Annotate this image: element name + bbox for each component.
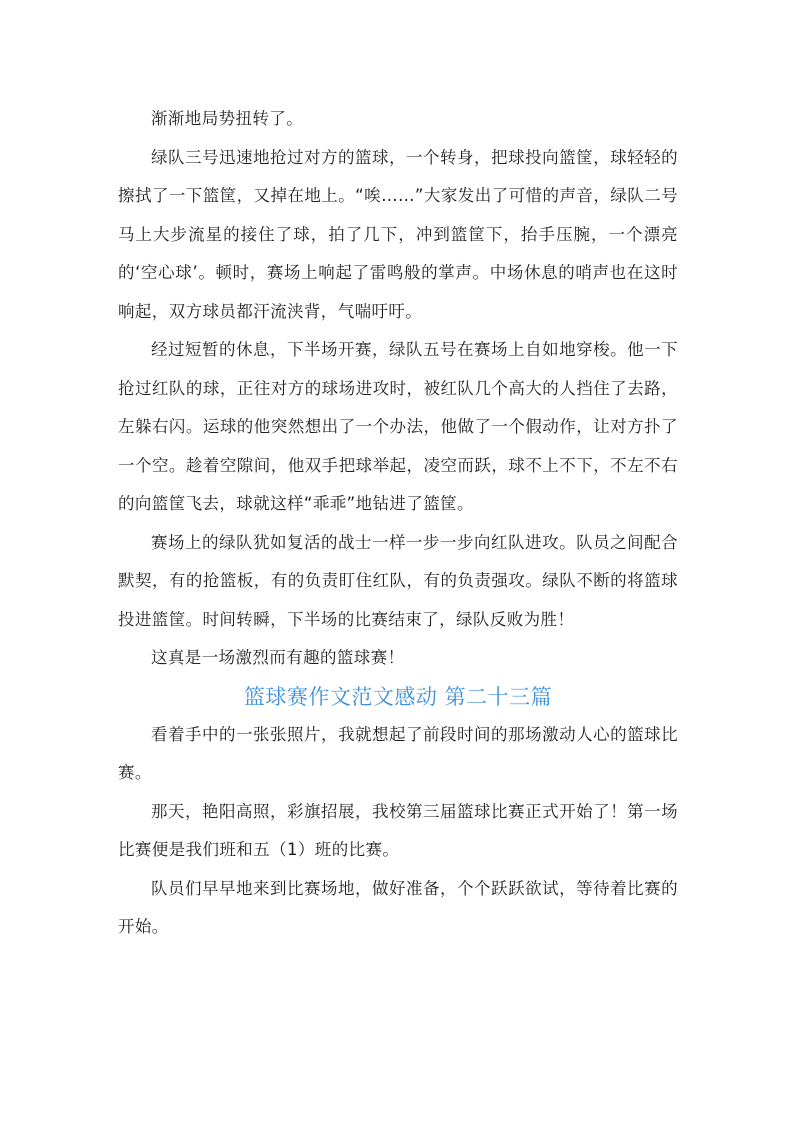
paragraph: 看着手中的一张张照片，我就想起了前段时间的那场激动人心的篮球比赛。: [118, 724, 678, 782]
paragraph: 队员们早早地来到比赛场地，做好准备，个个跃跃欲试，等待着比赛的开始。: [118, 878, 678, 936]
paragraph: 渐渐地局势扭转了。: [151, 109, 304, 128]
paragraph: 赛场上的绿队犹如复活的战士一样一步一步向红队进攻。队员之间配合默契，有的抢篮板，有的负责盯住红队，有的负责强攻。绿队不断的将篮球投进篮筐。时间转瞬，下半场的比赛结束了，绿队反败为胜！: [118, 532, 678, 629]
paragraph: 绿队三号迅速地抢过对方的篮球，一个转身，把球投向篮筐，球轻轻的擦拭了一下篮筐，又掉在地上。“唉……”大家发出了可惜的声音，绿队二号马上大步流星的接住了球，拍了几下，冲到篮筐下，抬手压腕，一个漂亮的‘空心球’。顿时，赛场上响起了雷鸣般的掌声。中场休息的哨声也在这时响起，双方球员都汗流浃背，气喘吁吁。: [118, 147, 678, 321]
paragraph: 经过短暂的休息，下半场开赛，绿队五号在赛场上自如地穿梭。他一下抢过红队的球，正往对方的球场进攻时，被红队几个高大的人挡住了去路，左躲右闪。运球的他突然想出了一个办法，他做了一个假动作，让对方扑了一个空。趁着空隙间，他双手把球举起，凌空而跃，球不上不下，不左不右的向篮筐飞去，球就这样“乖乖”地钻进了篮筐。: [118, 340, 678, 513]
paragraph: 这真是一场激烈而有趣的篮球赛！: [151, 648, 405, 667]
section-heading: 篮球赛作文范文感动 第二十三篇: [243, 684, 553, 709]
paragraph: 那天，艳阳高照，彩旗招展，我校第三届篮球比赛正式开始了！第一场比赛便是我们班和五（1）班的比赛。: [118, 801, 678, 859]
document-page: [118, 100, 678, 947]
